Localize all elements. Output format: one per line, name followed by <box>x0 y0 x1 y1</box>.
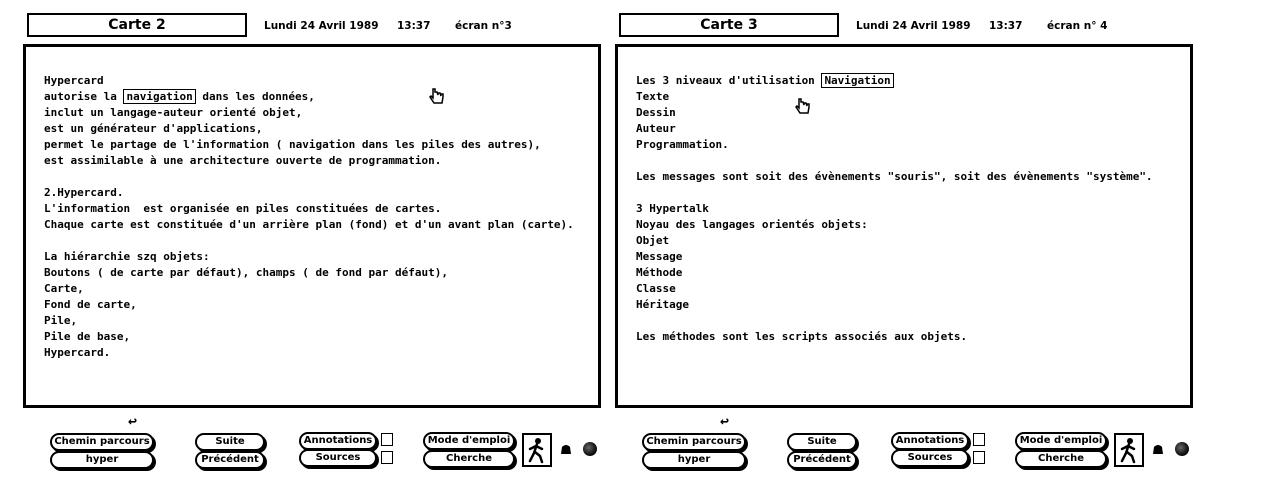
card-time: 13:37 <box>989 20 1023 32</box>
hand-pointer-icon <box>428 87 446 105</box>
hyperlink-word[interactable]: navigation <box>123 89 195 104</box>
suite-button[interactable]: Suite <box>195 433 265 451</box>
text-line <box>636 137 1180 153</box>
chemin-parcours-button[interactable]: Chemin parcours <box>50 433 154 451</box>
sources-button[interactable]: Sources <box>891 449 969 467</box>
text-line <box>44 281 588 297</box>
text-line <box>636 89 1180 105</box>
card-date: Lundi 24 Avril 1989 <box>856 20 971 32</box>
text-line <box>636 105 1180 121</box>
text-segment: Les 3 niveaux d'utilisation <box>636 74 822 87</box>
text-segment: Pile de base, <box>44 330 131 343</box>
text-line <box>636 265 1180 281</box>
text-segment: Classe <box>636 282 676 295</box>
text-line <box>44 137 588 153</box>
hand-pointer-icon <box>794 97 812 115</box>
suite-button[interactable]: Suite <box>787 433 857 451</box>
user-walking-icon[interactable] <box>1114 433 1144 467</box>
text-segment: Hypercard. <box>44 346 111 359</box>
text-line <box>44 217 588 233</box>
black-dot-icon[interactable] <box>583 442 597 456</box>
card-2-panel <box>20 0 612 485</box>
card-text <box>44 73 588 361</box>
text-line <box>636 153 1180 169</box>
text-segment: dans les données, <box>195 90 315 103</box>
precedent-button[interactable]: Précédent <box>787 451 857 469</box>
text-line <box>44 345 588 361</box>
card-text <box>636 73 1180 345</box>
text-line <box>636 297 1180 313</box>
card-content-area <box>615 44 1193 408</box>
cherche-button[interactable]: Cherche <box>423 450 515 468</box>
hyperlink-word[interactable]: Navigation <box>821 73 893 88</box>
text-line <box>44 73 588 89</box>
text-segment: Noyau des langages orientés objets: <box>636 218 868 231</box>
text-line <box>44 89 588 105</box>
card-title: Carte 2 <box>27 13 247 37</box>
text-segment: Les méthodes sont les scripts associés aux objets. <box>636 330 968 343</box>
text-line <box>636 217 1180 233</box>
sources-button[interactable]: Sources <box>299 449 377 467</box>
text-line <box>44 105 588 121</box>
text-line <box>44 201 588 217</box>
text-segment: 3 Hypertalk <box>636 202 709 215</box>
text-line <box>44 265 588 281</box>
text-segment: Dessin <box>636 106 676 119</box>
text-segment: autorise la <box>44 90 124 103</box>
navigation-bar <box>20 412 612 472</box>
text-line <box>636 201 1180 217</box>
text-segment: Objet <box>636 234 670 247</box>
text-line <box>44 233 588 249</box>
text-segment: Hypercard <box>44 74 104 87</box>
chemin-parcours-button[interactable]: Chemin parcours <box>642 433 746 451</box>
annotations-button[interactable]: Annotations <box>891 432 969 450</box>
text-segment: est un générateur d'applications, <box>44 122 263 135</box>
text-line <box>636 313 1180 329</box>
text-line <box>44 169 588 185</box>
text-line <box>636 249 1180 265</box>
sources-checkbox[interactable] <box>381 451 393 464</box>
card-content-area <box>23 44 601 408</box>
text-segment: Boutons ( de carte par défaut), champs ( de fond par défaut), <box>44 266 448 279</box>
card-screen-number: écran n°3 <box>455 20 512 32</box>
text-segment: La hiérarchie szq objets: <box>44 250 210 263</box>
text-segment: est assimilable à une architecture ouverte de programmation. <box>44 154 442 167</box>
ink-bottle-icon[interactable] <box>559 443 573 455</box>
text-line <box>44 121 588 137</box>
text-segment: Texte <box>636 90 670 103</box>
text-segment: Message <box>636 250 683 263</box>
text-segment: Les messages sont soit des évènements "souris", soit des évènements "système". <box>636 170 1153 183</box>
cherche-button[interactable]: Cherche <box>1015 450 1107 468</box>
text-line <box>636 73 1180 89</box>
text-line <box>636 281 1180 297</box>
text-segment: Pile, <box>44 314 78 327</box>
text-line <box>44 185 588 201</box>
text-segment: Programmation. <box>636 138 729 151</box>
text-segment: inclut un langage-auteur orienté objet, <box>44 106 303 119</box>
card-screen-number: écran n° 4 <box>1047 20 1108 32</box>
black-dot-icon[interactable] <box>1175 442 1189 456</box>
text-segment: permet le partage de l'information ( navigation dans les piles des autres), <box>44 138 541 151</box>
text-segment: Carte, <box>44 282 84 295</box>
navigation-bar <box>612 412 1204 472</box>
hyper-button[interactable]: hyper <box>50 451 154 469</box>
text-segment: Chaque carte est constituée d'un arrière plan (fond) et d'un avant plan (carte). <box>44 218 574 231</box>
text-line <box>636 185 1180 201</box>
card-date: Lundi 24 Avril 1989 <box>264 20 379 32</box>
card-time: 13:37 <box>397 20 431 32</box>
text-segment: Méthode <box>636 266 683 279</box>
return-arrow-icon[interactable]: ↩ <box>128 412 138 430</box>
user-walking-icon[interactable] <box>522 433 552 467</box>
text-line <box>636 329 1180 345</box>
text-line <box>44 153 588 169</box>
precedent-button[interactable]: Précédent <box>195 451 265 469</box>
annotations-checkbox[interactable] <box>973 433 985 446</box>
text-line <box>44 297 588 313</box>
annotations-checkbox[interactable] <box>381 433 393 446</box>
card-title: Carte 3 <box>619 13 839 37</box>
ink-bottle-icon[interactable] <box>1151 443 1165 455</box>
text-line <box>44 249 588 265</box>
text-line <box>636 121 1180 137</box>
hyper-button[interactable]: hyper <box>642 451 746 469</box>
text-line <box>636 169 1180 185</box>
mode-emploi-button[interactable]: Mode d'emploi <box>1015 432 1107 450</box>
text-line <box>636 233 1180 249</box>
sources-checkbox[interactable] <box>973 451 985 464</box>
text-line <box>44 329 588 345</box>
return-arrow-icon[interactable]: ↩ <box>720 412 730 430</box>
text-segment: Héritage <box>636 298 689 311</box>
text-line <box>44 313 588 329</box>
text-segment: L'information est organisée en piles constituées de cartes. <box>44 202 442 215</box>
text-segment: 2.Hypercard. <box>44 186 124 199</box>
text-segment: Auteur <box>636 122 676 135</box>
text-segment: Fond de carte, <box>44 298 137 311</box>
mode-emploi-button[interactable]: Mode d'emploi <box>423 432 515 450</box>
card-3-panel <box>612 0 1204 485</box>
annotations-button[interactable]: Annotations <box>299 432 377 450</box>
